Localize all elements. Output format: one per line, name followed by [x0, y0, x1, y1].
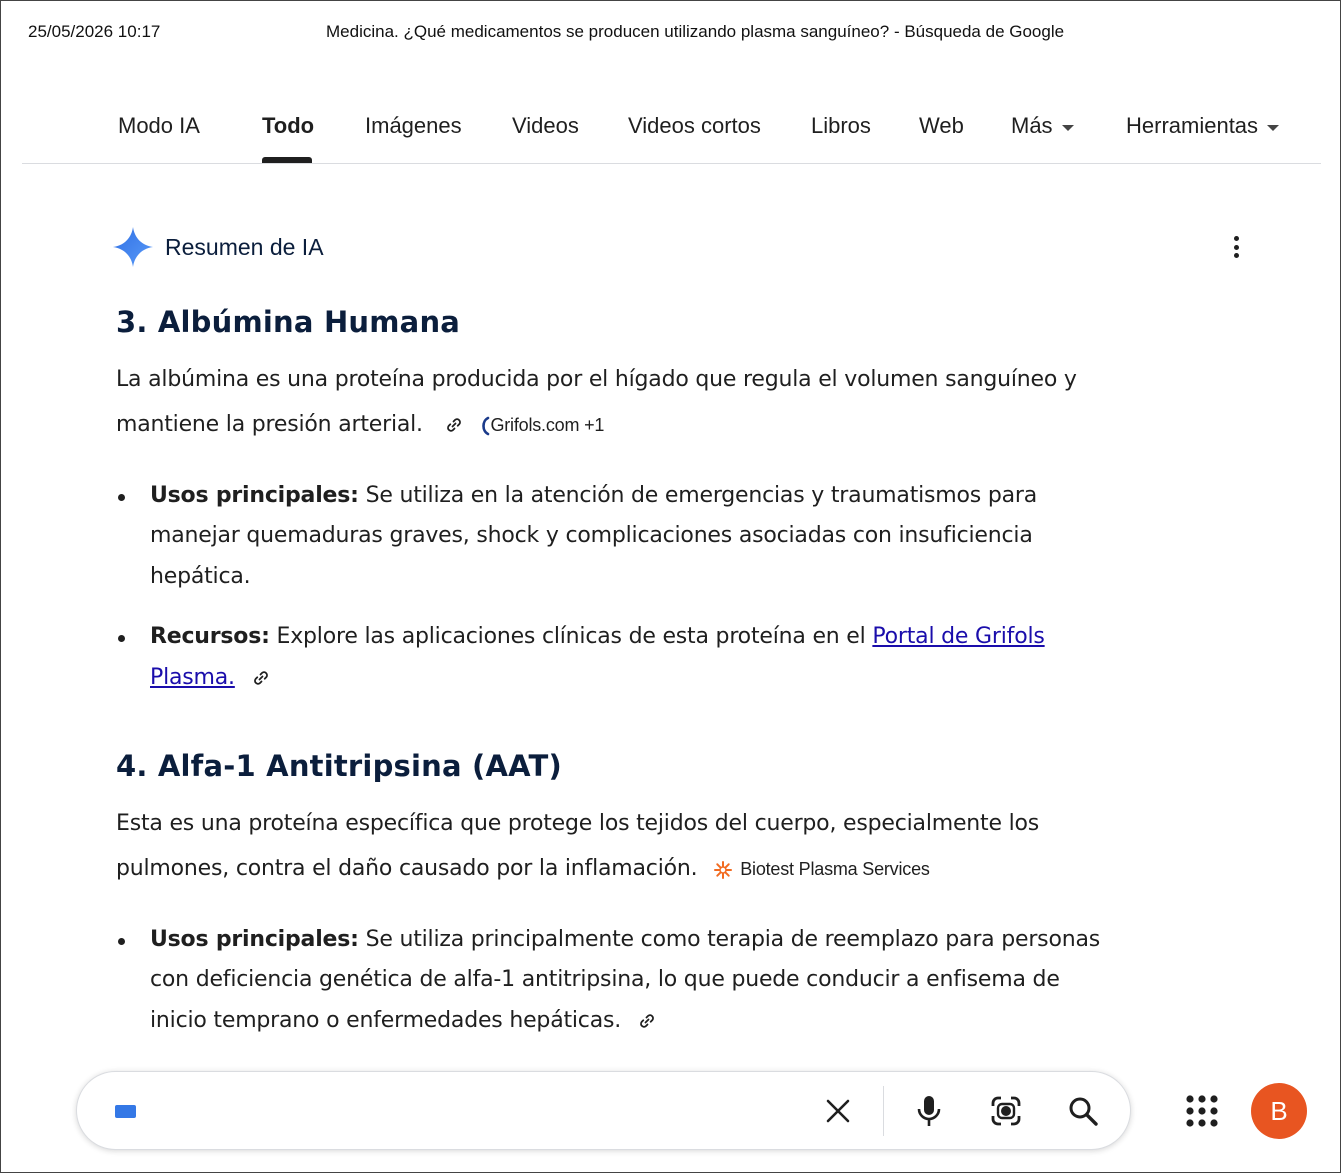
source-chip-grifols[interactable] — [480, 415, 604, 435]
search-icon — [1067, 1095, 1099, 1127]
tab-modo-ia[interactable] — [118, 113, 200, 139]
source-chip-label: Biotest Plasma Services — [740, 858, 930, 879]
tab-label: Más — [1011, 113, 1053, 138]
source-chip-label: Grifols.com +1 — [490, 414, 605, 435]
tab-videos-cortos[interactable] — [628, 113, 761, 139]
clear-button[interactable] — [819, 1092, 857, 1130]
active-tab-indicator — [262, 157, 312, 163]
clear-icon — [824, 1097, 852, 1125]
search-tabs — [22, 100, 1321, 164]
list-item — [116, 920, 1116, 1042]
paragraph-text: La albúmina es una proteína producida por el hígado que regula el volumen sanguíneo y mantiene la presión arterial. — [116, 367, 1077, 437]
bullet-text: Se utiliza principalmente como terapia de reemplazo para personas con deficiencia genética de alfa-1 antitripsina, lo que puede conducir a enfisema de inicio temprano o enfermedades hepáticas. — [150, 926, 1100, 1033]
caret-down-icon — [1267, 125, 1279, 131]
account-avatar[interactable]: B — [1251, 1083, 1307, 1139]
ai-overview-label: Resumen de IA — [165, 233, 324, 260]
bullet-list — [116, 920, 1116, 1042]
tab-label: Imágenes — [365, 113, 462, 138]
tab-todo[interactable] — [262, 113, 314, 139]
link-icon[interactable] — [444, 415, 464, 435]
section-title: 4. Alfa-1 Antitripsina (AAT) — [116, 749, 562, 783]
section-paragraph — [116, 801, 1116, 892]
bullet-text: Explore las aplicaciones clínicas de esta proteína en el — [276, 624, 866, 649]
tab-label: Web — [919, 113, 964, 138]
grifols-logo-icon — [480, 416, 490, 436]
gemini-spark-icon — [112, 226, 154, 268]
bullet-label: Usos principales: — [150, 482, 359, 508]
tab-mas[interactable] — [1011, 113, 1074, 139]
tab-label: Todo — [262, 113, 315, 138]
tab-label: Videos cortos — [628, 113, 761, 138]
section-paragraph — [116, 357, 1116, 448]
ai-overview-header — [112, 226, 324, 268]
ai-overview-content — [116, 300, 1116, 1041]
tab-web[interactable] — [919, 113, 964, 139]
bullet-text: Se utiliza en la atención de emergencias y traumatismos para manejar quemaduras graves, shock y complicaciones asociadas con insuficiencia hepática. — [150, 482, 1038, 589]
biotest-logo-icon — [714, 861, 732, 879]
grifols-portal-link[interactable]: Portal de Grifols Plasma. — [150, 624, 1045, 690]
tab-libros[interactable] — [811, 113, 871, 139]
bullet-label: Recursos: — [150, 624, 270, 649]
voice-search-button[interactable] — [910, 1092, 948, 1130]
tab-herramientas[interactable] — [1126, 113, 1279, 139]
tab-label: Libros — [811, 113, 871, 138]
tab-label: Videos — [512, 113, 579, 138]
list-item — [116, 617, 1116, 698]
more-options-icon[interactable] — [1222, 232, 1250, 262]
list-item — [116, 476, 1116, 598]
google-lens-icon — [990, 1095, 1022, 1127]
section-albumina — [116, 300, 1116, 698]
lens-search-button[interactable] — [987, 1092, 1025, 1130]
search-bar[interactable] — [76, 1071, 1131, 1150]
print-datetime: 25/05/2026 10:17 — [28, 22, 161, 41]
tab-label: Modo IA — [118, 113, 200, 138]
caret-down-icon — [1062, 125, 1074, 131]
search-bar-divider — [883, 1086, 884, 1136]
source-chip-biotest[interactable] — [714, 859, 929, 879]
bullet-list — [116, 476, 1116, 699]
paragraph-text: Esta es una proteína específica que protege los tejidos del cuerpo, especialmente los pulmones, contra el daño causado por la inflamación. — [116, 811, 1040, 881]
tab-videos[interactable] — [512, 113, 579, 139]
tab-imagenes[interactable] — [365, 113, 462, 139]
section-alfa-1-antitripsina — [116, 744, 1116, 1041]
google-apps-icon[interactable] — [1183, 1092, 1221, 1130]
search-input-caret[interactable] — [115, 1105, 136, 1118]
bullet-label: Usos principales: — [150, 926, 359, 952]
microphone-icon — [914, 1094, 944, 1128]
link-icon[interactable] — [637, 1011, 657, 1031]
print-page-title: Medicina. ¿Qué medicamentos se producen utilizando plasma sanguíneo? - Búsqueda de Google — [326, 22, 1065, 41]
section-title: 3. Albúmina Humana — [116, 305, 461, 339]
tab-label: Herramientas — [1126, 113, 1259, 138]
link-icon[interactable] — [251, 668, 271, 688]
search-button[interactable] — [1064, 1092, 1102, 1130]
